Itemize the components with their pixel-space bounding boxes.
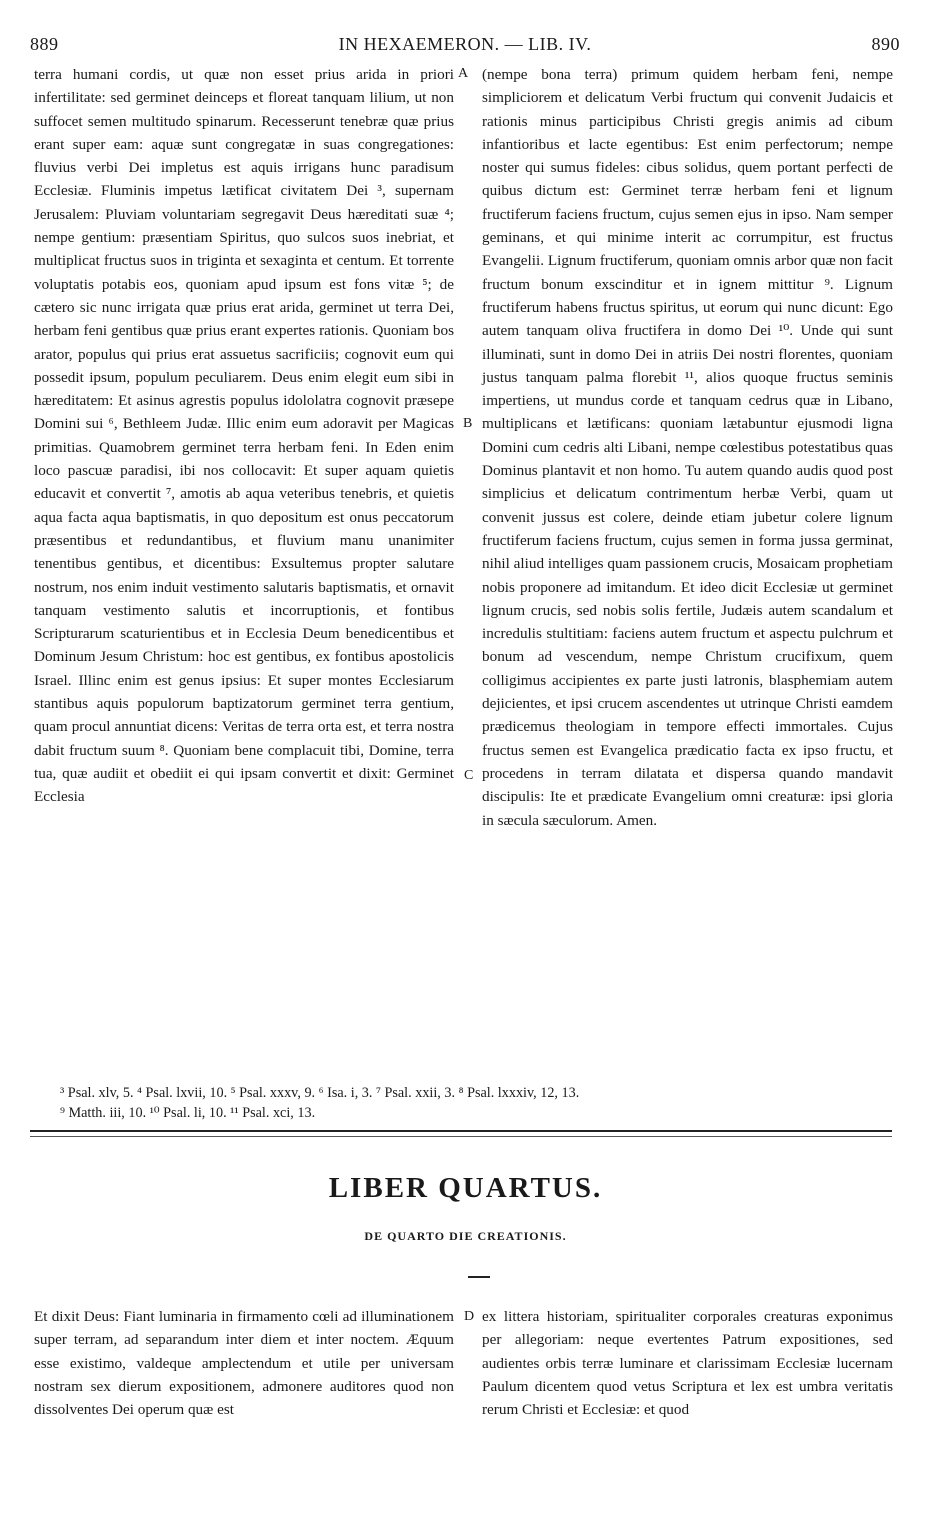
left-column xyxy=(34,63,454,809)
running-title: IN HEXAEMERON. — LIB. IV. xyxy=(338,34,592,54)
footnotes xyxy=(60,1083,902,1123)
section-marker-a: A xyxy=(458,66,469,81)
left-column-text: terra humani cordis, ut quæ non esset prius arida in priori infertilitate: sed germinet deinceps et floreat tanquam lilium, ut non suffocet semen multitudo spinarum. Recesserunt tenebræ quæ prius erant super eam: aquæ sunt congregatæ in suas congregationes: fluvius verbi Dei impletus est aquis irrigans hunc paradisum Ecclesiæ. Fluminis impetus lætificat civitatem Dei ³, supernam Jerusalem: Pluviam voluntariam segregavit Deus hæreditati suæ ⁴; nempe gentium: præsentiam Spiritus, quo sulcos suos inebriat, et multiplicat fructus suos in triginta et sexaginta et centum. Et torrente voluptatis potabis eos, quoniam apud ipsum est fons vitæ ⁵; de cætero sic nunc irrigata quæ prius erat arida, germinet ut terra Dei, herbam feni gentibus quæ prius erant expertes rationis. Quoniam bos arator, populus qui prius erat assuetus sacrificiis; cognovit eum qui possedit ipsum, populum peculiarem. Deus enim elegit eum sibi in hæreditatem: Et asinus agrestis populus idololatra cognovit præsepe Domini sui ⁶, Bethleem Judæ. Illic enim eum adoravit per Magicas primitias. Quamobrem germinet terra herbam feni. In Eden enim loco pascuæ paradisi, ibi nos collocavit: Et super aquam quietis educavit et convertit ⁷, amotis ab aqua veteribus tenebris, et quietis aqua facta aqua baptismatis, in quo depositum est onus peccatorum præsentibus et redundantibus, et fluvium manu unanimiter tenentibus gentibus, et dicentibus: Exsultemus propter salutare nostrum, nos enim induit vestimento salutaris baptismatis, et ornavit tanquam vestimento salutis et incorruptionis, et fontibus Scripturarum scaturientibus et in Ecclesia Deum benedicentibus et Dominum Jesum Christum: hoc est gentibus, ex fontibus apostolicis Israel. Illinc enim est genus ipsius: Et super montes Ecclesiarum stantibus aquis populorum baptizatorum germinet terra gentium, quam procul annuntiat dicens: Veritas de terra orta est, et terra nostra dabit fructum suum ⁸. Quoniam bene complacuit tibi, Domine, terra tua, quæ audiit et obediit ei qui ipsam convertit et dixit: Germinet Ecclesia xyxy=(34,66,454,806)
book-subtitle: DE QUARTO DIE CREATIONIS. xyxy=(364,1229,567,1243)
right-column xyxy=(482,63,893,832)
divider-rule xyxy=(30,1130,892,1132)
section-marker-c: C xyxy=(464,768,474,783)
running-header xyxy=(30,34,900,56)
ornamental-dash xyxy=(468,1276,490,1278)
left-column-lower-text: Et dixit Deus: Fiant luminaria in firmamento cœli ad illuminationem super terram, ad separandum inter diem et inter noctem. Æquum esse existimo, valdeque amplectendum et utile per universam nostram sex dierum expositionem, admonere auditores quod non dissolventes Dei operum quæ est xyxy=(34,1308,454,1419)
left-column-lower xyxy=(34,1305,454,1421)
right-column-text: (nempe bona terra) primum quidem herbam feni, nempe simpliciorem et delicatum Verbi fructum qui convenit Judaicis et rationis minus participibus Christi gregis animis ad cibum infantioribus et lacte egentibus: Est enim perfectorum; nempe noster qui sumus fideles: cibus solidus, quem portant perfecti de quibus dictum est: Germinet terræ herbam feni et lignum fructiferum faciens fructum, cujus semen ejus in ipso. Nam semper geminans, et qui minime interit ac corrumpitur, est fructus Evangelii. Lignum fructiferum, quoniam omnis arbor quæ non facit fructum bonum exscinditur et in ignem mittitur ⁹. Lignum fructiferum habens fructus spiritus, ut eorum qui nunc dicunt: Ego autem tanquam oliva fructifera in domo Dei ¹⁰. Unde qui sunt illuminati, sunt in domo Dei in atriis Dei nostri florentes, quoniam justus tanquam palma florebit ¹¹, alios quoque fructus seminis impertiens, ut mundus corde et tanquam cedrus quæ in Libano, multiplicans et lætificans: quoniam lætabuntur ejusmodi ligna Domini cum cedris alti Libani, nempe cœlestibus potestatibus quas Dominus plantavit et non homo. Tu autem quando audis quod post simplicius et delicatum contrimentum herbæ Verbi, quam ut convenit jussus est colere, deinde etiam jubetur colere lignum fructiferum faciens fructum, cujus semen in forma jussa germinat, nihil aliud intelliges quam passionem crucis, Mosaicam prophetiam nobis proponere ad imitandum. Et ideo dicit Ecclesiæ ut germinet lignum crucis, sed nobis solis fertile, Judæis autem scandalum et incredulis stultitiam: faciens autem fructum et aspectu pulchrum et bonum ad vescendum, nempe Christum crucifixum, quem colligimus accipientes ex parte justi latronis, blasphemiam autem dejicientes, et ipsi crucem ascendentes ut utrinque Christi eamdem prædicemus theologiam in tempore effecti immortales. Cujus fructus semen est Evangelica prædicatio facta ex ipso fructu, et procedens in terram dilatata et dispersa quando mandavit discipulis: Ite et prædicate Evangelium omni creaturæ: ipsi gloria in sæcula sæculorum. Amen. xyxy=(482,66,893,829)
footnote-line: ³ Psal. xlv, 5. ⁴ Psal. lxvii, 10. ⁵ Psal. xxxv, 9. ⁶ Isa. i, 3. ⁷ Psal. xxii, 3. ⁸ Psal. lxxxiv, 12, 13. xyxy=(60,1085,580,1101)
book-title: LIBER QUARTUS. xyxy=(328,1172,603,1204)
divider-rule xyxy=(30,1136,892,1137)
page-number-right: 890 xyxy=(871,34,900,54)
section-marker-b: B xyxy=(463,416,473,431)
footnote-line: ⁹ Matth. iii, 10. ¹⁰ Psal. li, 10. ¹¹ Psal. xci, 13. xyxy=(60,1105,316,1121)
right-column-lower-text: ex littera historiam, spiritualiter corporales creaturas exponimus per allegoriam: neque evertentes Patrum expositiones, sed audientes orbis terræ luminare et clarissimam Ecclesiæ lucernam Paulum dicentem quod vetus Scriptura et lex est umbra veritatis rerum Christi et Ecclesiæ: et quod xyxy=(482,1308,893,1419)
page-number-left: 889 xyxy=(30,34,59,54)
section-marker-d: D xyxy=(464,1309,475,1324)
right-column-lower xyxy=(482,1305,893,1421)
